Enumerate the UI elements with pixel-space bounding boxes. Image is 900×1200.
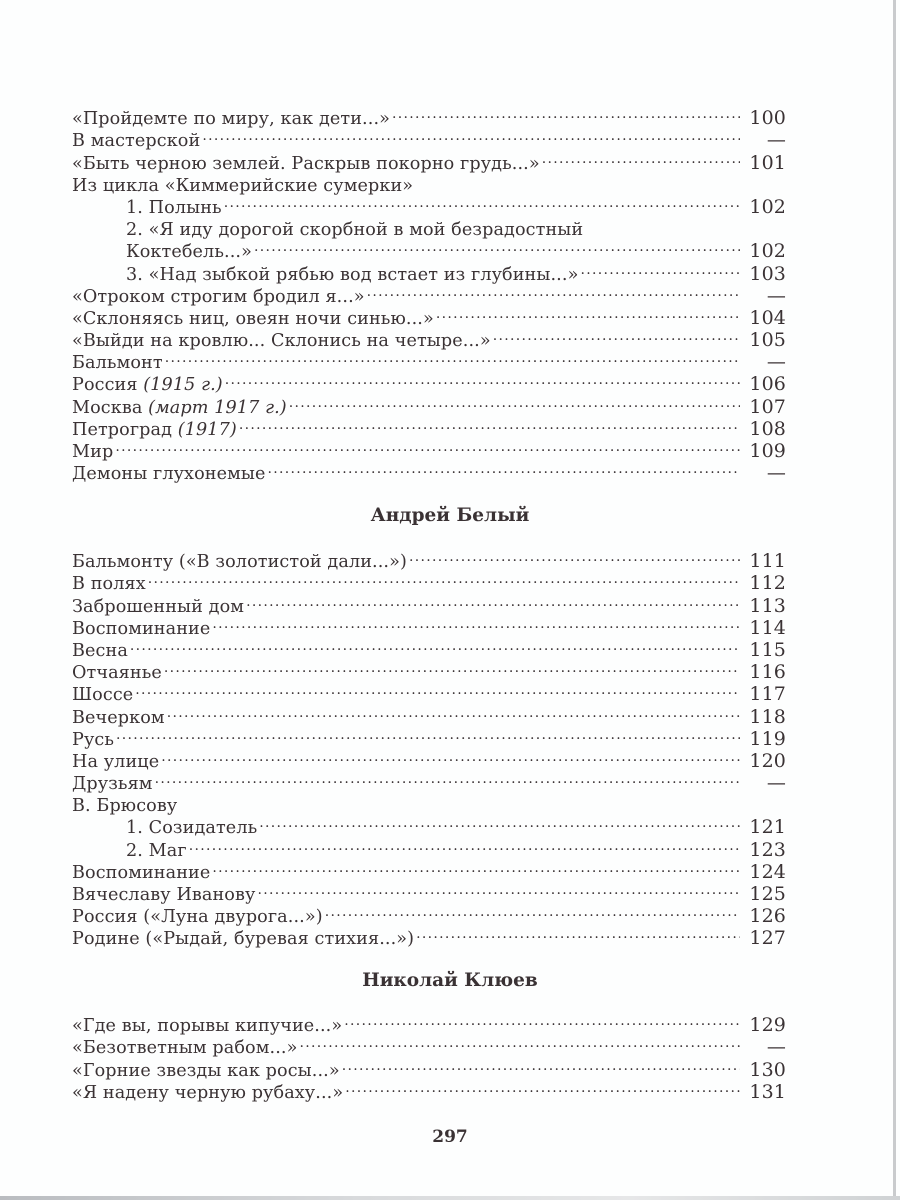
toc-entry: 1. Созидатель ..... 121 — [72, 811, 786, 833]
dot-leader — [239, 413, 740, 435]
dot-leader — [246, 589, 740, 611]
date-note: (1917) — [177, 419, 237, 440]
dot-leader — [212, 612, 740, 634]
page-ref: — — [766, 129, 786, 152]
dot-leader — [148, 567, 740, 589]
page-ref: — — [766, 284, 786, 307]
toc-entry: Весна ..... 115 — [72, 634, 786, 656]
dot-leader — [259, 811, 740, 833]
dot-leader — [212, 856, 740, 878]
dot-leader — [542, 146, 740, 168]
page-ref: 109 — [749, 440, 786, 462]
toc-entry: Вячеславу Иванову ..... 125 — [72, 878, 786, 900]
dot-leader — [416, 922, 740, 944]
dot-leader — [164, 656, 740, 678]
page-ref: — — [766, 772, 786, 795]
toc-entry: Демоны глухонемые ..... — — [72, 457, 786, 479]
toc-entry: Россия (1915 г.) ..... 106 — [72, 368, 786, 390]
toc-entry: «Склоняясь ниц, овеян ночи синью...» ..... 104 — [72, 302, 786, 324]
author-heading: Андрей Белый — [370, 505, 530, 526]
dot-leader — [392, 102, 740, 124]
page-ref: — — [766, 1036, 786, 1059]
page-ref: 131 — [749, 1080, 786, 1103]
toc-entry: Петроград (1917) ..... 108 — [72, 413, 786, 435]
page-ref: 108 — [749, 417, 786, 440]
dot-leader — [345, 1076, 740, 1098]
toc-section-3 — [72, 1009, 786, 1103]
page-ref: 103 — [749, 262, 786, 285]
dot-leader — [224, 191, 740, 213]
toc-entry: В полях ..... 112 — [72, 567, 786, 589]
page-ref: 123 — [749, 838, 786, 861]
page-ref: 116 — [749, 661, 786, 684]
page-ref: 115 — [749, 638, 786, 661]
page-ref: 127 — [749, 927, 786, 950]
dot-leader — [436, 302, 740, 324]
dot-leader — [342, 1053, 740, 1075]
toc-entry: «Выйди на кровлю... Склонись на четыре...» ..... 105 — [72, 324, 786, 346]
dot-leader — [225, 368, 740, 390]
page-ref: 106 — [749, 373, 786, 396]
toc-entry: Друзьям ..... — — [72, 767, 786, 789]
toc-entry: Мир ..... 109 — [72, 435, 786, 457]
toc-entry: На улице ..... 120 — [72, 745, 786, 767]
page-ref: — — [766, 351, 786, 374]
dot-leader — [409, 545, 740, 567]
dot-leader — [115, 435, 740, 457]
page-ref: 125 — [749, 883, 786, 905]
page-ref: 119 — [749, 727, 786, 750]
toc-cycle-heading: Из цикла «Киммерийские сумерки» — [72, 175, 414, 196]
toc-entry: Вечерком ..... 118 — [72, 700, 786, 722]
dot-leader — [257, 878, 740, 900]
toc-entry: 1. Полынь ..... 102 — [72, 191, 786, 213]
dot-leader — [289, 390, 740, 412]
toc-entry: Шоссе ..... 117 — [72, 678, 786, 700]
page-ref: 107 — [749, 395, 786, 418]
page-ref: 112 — [749, 572, 786, 595]
toc-entry: 3. «Над зыбкой рябью вод встает из глубины...» ..... 103 — [72, 257, 786, 279]
page-ref: 114 — [749, 616, 786, 639]
toc-section-1 — [72, 102, 786, 485]
toc-entry: Воспоминание ..... 114 — [72, 612, 786, 634]
dot-leader — [189, 833, 740, 855]
toc-entry: Отчаянье ..... 116 — [72, 656, 786, 678]
page-ref: 105 — [749, 329, 786, 352]
dot-leader — [268, 457, 740, 479]
dot-leader — [493, 324, 740, 346]
page-ref: 126 — [749, 905, 786, 928]
date-note: (1915 г.) — [143, 375, 223, 396]
page-edge-bottom — [0, 1196, 900, 1200]
toc-entry: Родине («Рыдай, буревая стихия...») ..... 127 — [72, 922, 786, 944]
page-ref: 120 — [749, 749, 786, 772]
toc-entry-line1: 2. «Я иду дорогой скорбной в мой безрадостный — [126, 220, 584, 241]
toc-entry-line2: Коктебель...» ..... 102 — [72, 235, 786, 257]
toc-entry: Бальмонт ..... — — [72, 346, 786, 368]
dot-leader — [202, 124, 740, 146]
page-ref: 102 — [749, 240, 786, 263]
dot-leader — [299, 1031, 740, 1053]
page-ref: 102 — [749, 195, 786, 218]
page-edge-right — [893, 0, 896, 1200]
dot-leader — [344, 1009, 740, 1031]
page-number: 297 — [432, 1127, 468, 1147]
dot-leader — [130, 634, 740, 656]
date-note: (март 1917 г.) — [148, 397, 287, 418]
page-ref: 129 — [749, 1014, 786, 1037]
page-ref: — — [766, 462, 786, 485]
toc-entry: Бальмонту («В золотистой дали...») ..... 111 — [72, 545, 786, 567]
toc-entry: «Отроком строгим бродил я...» ..... — — [72, 280, 786, 302]
author-heading: Николай Клюев — [362, 970, 538, 991]
toc-entry: Русь ..... 119 — [72, 723, 786, 745]
page-ref: 101 — [749, 151, 786, 174]
toc-cycle-heading: В. Брюсову — [72, 796, 178, 817]
toc-entry: «Я надену черную рубаху...» ..... 131 — [72, 1076, 786, 1098]
page-ref: 118 — [749, 705, 786, 728]
dot-leader — [367, 280, 740, 302]
page-ref: 117 — [749, 683, 786, 706]
toc-entry: 2. Маг ..... 123 — [72, 833, 786, 855]
page-ref: 113 — [749, 594, 786, 617]
dot-leader — [325, 900, 740, 922]
page-ref: 130 — [749, 1058, 786, 1081]
page-ref: 124 — [749, 860, 786, 883]
toc-entry: «Быть черною землей. Раскрыв покорно грудь...» ..... 101 — [72, 146, 786, 168]
toc-entry: «Где вы, порывы кипучие...» ..... 129 — [72, 1009, 786, 1031]
page-ref: 121 — [749, 816, 786, 839]
toc-entry: Россия («Луна двурога...») ..... 126 — [72, 900, 786, 922]
toc-entry: «Горние звезды как росы...» ..... 130 — [72, 1053, 786, 1075]
dot-leader — [155, 767, 740, 789]
dot-leader — [135, 678, 740, 700]
page-ref: 104 — [749, 306, 786, 329]
dot-leader — [165, 346, 740, 368]
dot-leader — [167, 700, 740, 722]
page-ref: 111 — [749, 550, 786, 573]
dot-leader — [116, 723, 740, 745]
toc-entry: «Безответным рабом...» ..... — — [72, 1031, 786, 1053]
toc-entry: Москва (март 1917 г.) ..... 107 — [72, 390, 786, 412]
toc-section-2 — [72, 545, 786, 950]
page-ref: 100 — [749, 107, 786, 130]
toc-entry: «Пройдемте по миру, как дети...» ..... 100 — [72, 102, 786, 124]
toc-entry: Заброшенный дом ..... 113 — [72, 589, 786, 611]
toc-entry: В мастерской ..... — — [72, 124, 786, 146]
dot-leader — [580, 257, 740, 279]
dot-leader — [254, 235, 740, 257]
dot-leader — [161, 745, 740, 767]
toc-entry: Воспоминание ..... 124 — [72, 856, 786, 878]
